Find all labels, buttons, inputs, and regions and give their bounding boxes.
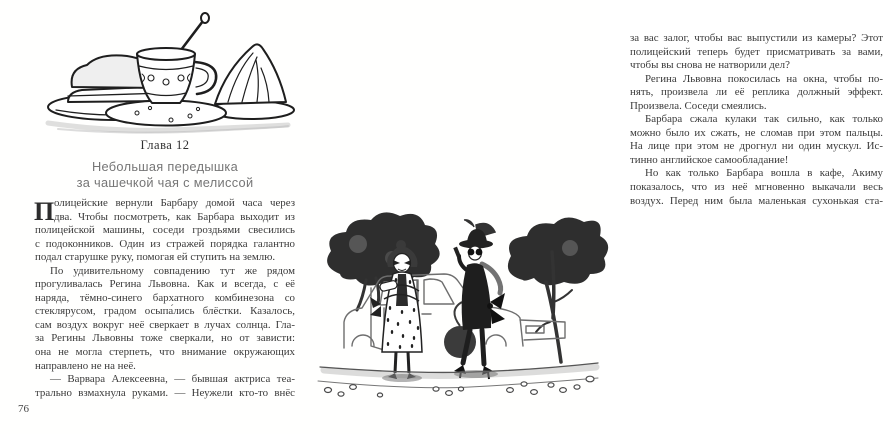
two-women-by-car-illustration [318, 218, 600, 430]
text-line: трально взмахнула руками. — Неужели кто-то внёс [35, 386, 295, 399]
text-line: можно было их сжать, не сломав при этом пальцы. [630, 126, 883, 139]
tea-still-life-illustration [38, 8, 296, 136]
text-line: полицейской машины, соседи гроздьями свесились [35, 224, 295, 237]
text-line: Но как только Барбара вошла в кафе, Акиму [645, 167, 883, 180]
text-line: чтобы вы снова не натворили дел? [630, 59, 790, 72]
right-text-column [630, 32, 883, 208]
text-line: показалось, что из неё мгновенно выкачали весь [630, 181, 883, 194]
page-number: 76 [18, 403, 29, 415]
text-line: подал старушке руку, помогая ей ступить на землю. [35, 251, 276, 264]
left-page [0, 0, 300, 434]
text-line: полицейский теперь будет присматривать за вами, [630, 45, 883, 58]
text-line: На лице при этом не дрогнул ни один мускул. Ис- [630, 140, 883, 153]
text-line: наряда, тёмно-синего бархатного комбинезона со [35, 291, 295, 304]
text-line: олицейские вернули Барбару домой часа через [54, 197, 295, 209]
left-tree [327, 212, 440, 310]
saucer [106, 101, 226, 126]
text-line: два. Чтобы посмотреть, как Барбара выходит из [54, 210, 295, 223]
text-line: Барбара сжала кулаки так сильно, как только [645, 113, 883, 126]
text-line: По удивительному совпадению тут же рядом [50, 264, 295, 277]
text-line: сам воздух вокруг неё сверкает в лучах солнца. Гла- [35, 318, 295, 331]
text-line: за вас залог, чтобы вас выпустили из камеры? Этот [630, 32, 883, 44]
chapter-title-line: за чашечкой чая с мелиссой [76, 174, 254, 190]
text-line: она не могла стерпеть, что внимание окружающих [35, 346, 295, 359]
drop-cap: П [34, 197, 55, 226]
text-line: — Варвара Алексеевна, — бывшая актриса теа- [50, 373, 295, 386]
text-line: Произвела. Соседи смеялись. [630, 99, 767, 112]
pebbles [325, 376, 595, 397]
text-line: тинно английское самообладание! [630, 153, 789, 166]
text-line: за Регины Львовны тоже сверкали, но от зависти: [35, 332, 295, 345]
teacup [137, 48, 216, 103]
text-line: с подоконников. Один из стражей порядка галантно [35, 237, 295, 250]
chapter-number: Глава 12 [140, 138, 190, 152]
text-line: нять, произвела ли её реплика должный эффект. [630, 86, 883, 99]
road-ground [318, 363, 598, 388]
text-line: направлено не на неё. [35, 359, 136, 372]
text-line: Регина Львовна покосилась на окна, чтобы по- [645, 72, 883, 85]
bag-strap [454, 302, 462, 326]
text-line: воздух. Перед ним была маленькая сухонькая ста- [630, 194, 883, 207]
chapter-title-line: Небольшая передышка [91, 159, 238, 174]
text-line: стеклярусом, градом осыпа́лись блёстки. Казалось, [35, 305, 295, 318]
spoon [181, 13, 209, 50]
text-line: прогуливалась Регина Львовна. Как и всегда, с её [35, 278, 295, 291]
left-text-column [35, 197, 295, 400]
chapter-title [25, 159, 305, 190]
